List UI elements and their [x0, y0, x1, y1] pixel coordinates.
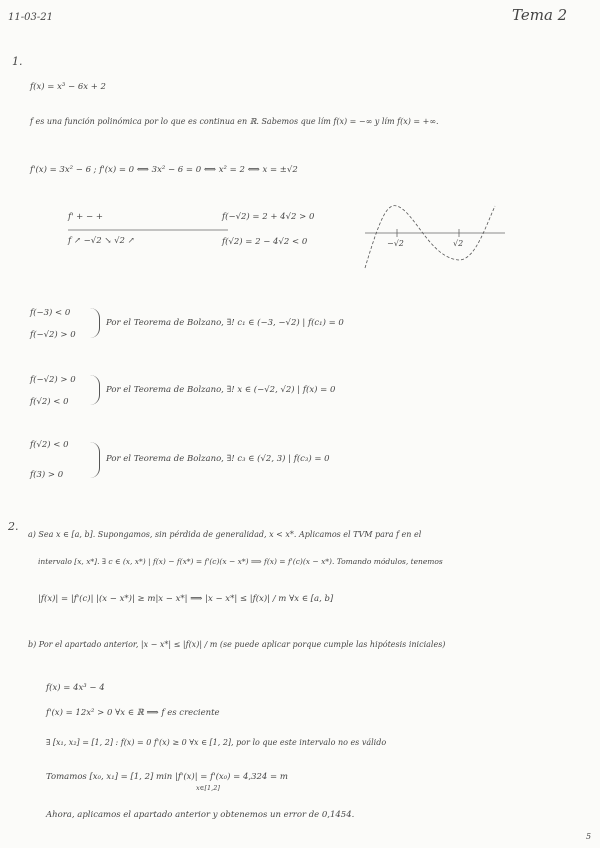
- brace: [90, 308, 100, 338]
- f-sqrt2-value: f(√2) = 2 − 4√2 < 0: [222, 237, 308, 247]
- label-sqrt2: √2: [453, 239, 464, 248]
- part-a-line-2: intervalo [x, x*]. ∃ c ∈ (x, x*) | f(x) − f(x*) = f'(c)(x − x*) ⟹ f(x) = f'(c)(x − x*). Tomando módulos, tenemos: [38, 557, 443, 566]
- brace: [90, 375, 100, 405]
- continuity-statement: f es una función polinómica por lo que es continua en ℝ. Sabemos que lím f(x) = −∞ y lím f(x) = +∞.: [30, 117, 439, 126]
- function-definition: f(x) = x³ − 6x + 2: [30, 82, 106, 92]
- bolzano-3-conclusion: Por el Teorema de Bolzano, ∃! c₃ ∈ (√2, 3) | f(c₃) = 0: [106, 454, 330, 464]
- derivative-line: f'(x) = 3x² − 6 ; f'(x) = 0 ⟺ 3x² − 6 = 0 ⟺ x² = 2 ⟺ x = ±√2: [30, 165, 298, 175]
- part-b-interval-check: ∃ [x₁, x₂] = [1, 2] : f(x) = 0 f'(x) ≥ 0 ∀x ∈ [1, 2], por lo que este intervalo no es válido: [46, 738, 387, 747]
- bolzano-1-condition-1: f(−3) < 0: [30, 308, 71, 318]
- part-b-minimum: Tomamos [x₀, x₁] = [1, 2] min |f'(x)| = f'(x₀) = 4,324 = m: [46, 772, 288, 782]
- part-b-conclusion: Ahora, aplicamos el apartado anterior y obtenemos un error de 0,1454.: [46, 810, 355, 820]
- bolzano-1-condition-2: f(−√2) > 0: [30, 330, 76, 340]
- cubic-curve: [365, 206, 495, 268]
- bolzano-3-condition-1: f(√2) < 0: [30, 440, 69, 450]
- label-minus-sqrt2: −√2: [387, 239, 404, 248]
- bolzano-2-condition-2: f(√2) < 0: [30, 397, 69, 407]
- date: 11-03-21: [8, 12, 53, 23]
- min-subscript: x∈[1,2]: [196, 784, 220, 792]
- part-b-derivative: f'(x) = 12x² > 0 ∀x ∈ ℝ ⟹ f es creciente: [46, 708, 220, 718]
- brace: [90, 442, 100, 478]
- part-b-line-1: b) Por el apartado anterior, |x − x*| ≤ |f(x)| / m (se puede aplicar porque cumple las hipótesis iniciales): [28, 640, 446, 649]
- function-sketch: [355, 198, 515, 278]
- section-2-number: 2.: [8, 520, 19, 533]
- bolzano-2-conclusion: Por el Teorema de Bolzano, ∃! x ∈ (−√2, √2) | f(x) = 0: [106, 385, 336, 395]
- part-b-function: f(x) = 4x³ − 4: [46, 683, 105, 693]
- sign-table-divider: [68, 228, 228, 232]
- part-a-line-3: |f(x)| = |f'(c)| |(x − x*)| ≥ m|x − x*| ⟹ |x − x*| ≤ |f(x)| / m ∀x ∈ [a, b]: [38, 594, 334, 604]
- section-1-number: 1.: [12, 55, 23, 68]
- page-title: Tema 2: [512, 6, 568, 24]
- bolzano-2-condition-1: f(−√2) > 0: [30, 375, 76, 385]
- page-number: 5: [586, 832, 592, 841]
- bolzano-3-condition-2: f(3) > 0: [30, 470, 64, 480]
- bolzano-1-conclusion: Por el Teorema de Bolzano, ∃! c₁ ∈ (−3, −√2) | f(c₁) = 0: [106, 318, 344, 328]
- f-minus-sqrt2-value: f(−√2) = 2 + 4√2 > 0: [222, 212, 315, 222]
- sign-table-function: f ↗ −√2 ↘ √2 ↗: [68, 236, 135, 246]
- sign-table-derivative: f' + − +: [68, 212, 103, 222]
- part-a-line-1: a) Sea x ∈ [a, b]. Supongamos, sin pérdida de generalidad, x < x*. Aplicamos el TVM para f en el: [28, 530, 422, 539]
